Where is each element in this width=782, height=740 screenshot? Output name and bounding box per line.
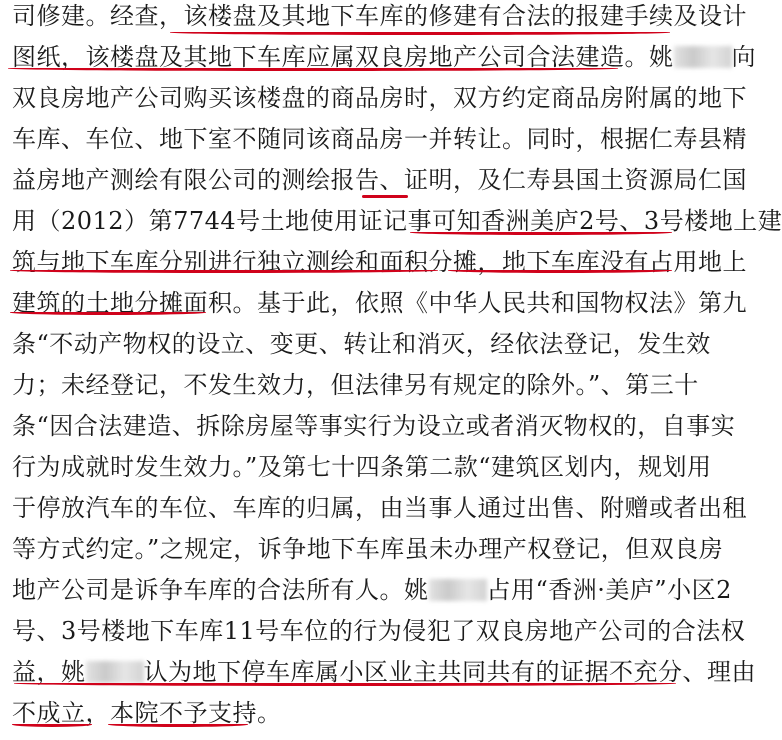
text-line-8: 建筑的土地分摊面积。基于此，依照《中华人民共和国物权法》第九 xyxy=(12,289,747,317)
text-line-10: 力；未经登记，不发生效力，但法律另有规定的除外。”、第三十 xyxy=(12,371,699,399)
red-underline xyxy=(170,32,670,35)
text-line-3: 双良房地产公司购买该楼盘的商品房时，双方约定商品房附属的地下 xyxy=(12,84,747,112)
text-line-15: 地产公司是诉争车库的合法所有人。姚 占用“香洲·美庐”小区2 xyxy=(12,576,732,604)
text-line-16: 号、3号楼地下车库11号车位的行为侵犯了双良房地产公司的合法权 xyxy=(12,617,746,645)
text-line-6: 用（2012）第7744号土地使用证记事可知香洲美庐2号、3号楼地上建 xyxy=(12,207,782,235)
text-line-2: 图纸，该楼盘及其地下车库应属双良房地产公司合法建造。姚 向 xyxy=(12,43,756,71)
text-line-14: 等方式约定。”之规定，诉争地下车库虽未办理产权登记，但双良房 xyxy=(12,535,724,563)
text-line-11: 条“因合法建造、拆除房屋等事实行为设立或者消灭物权的，自事实 xyxy=(12,412,736,440)
text-line-17: 益，姚 认为地下停车库属小区业主共同共有的证据不充分、理由 xyxy=(12,658,756,686)
text-line-9: 条“不动产物权的设立、变更、转让和消灭，经依法登记，发生效 xyxy=(12,330,711,358)
redacted-name xyxy=(86,661,144,683)
text-line-7: 筑与地下车库分别进行独立测绘和面积分摊，地下车库没有占用地上 xyxy=(12,248,747,276)
text-line-18: 不成立，本院不予支持。 xyxy=(12,699,282,727)
text-line-5: 益房地产测绘有限公司的测绘报告、证明，及仁寿县国土资源局仁国 xyxy=(12,166,747,194)
redacted-name xyxy=(429,579,487,601)
text-line-4: 车库、车位、地下室不随同该商品房一并转让。同时，根据仁寿县精 xyxy=(12,125,747,153)
text-line-12: 行为成就时发生效力。”及第七十四条第二款“建筑区划内，规划用 xyxy=(12,453,712,481)
redacted-name xyxy=(674,46,732,68)
text-line-13: 于停放汽车的车位、车库的归属，由当事人通过出售、附赠或者出租 xyxy=(12,494,747,522)
text-line-1: 司修建。经查，该楼盘及其地下车库的修建有合法的报建手续及设计 xyxy=(12,2,747,30)
red-underline xyxy=(362,195,408,198)
